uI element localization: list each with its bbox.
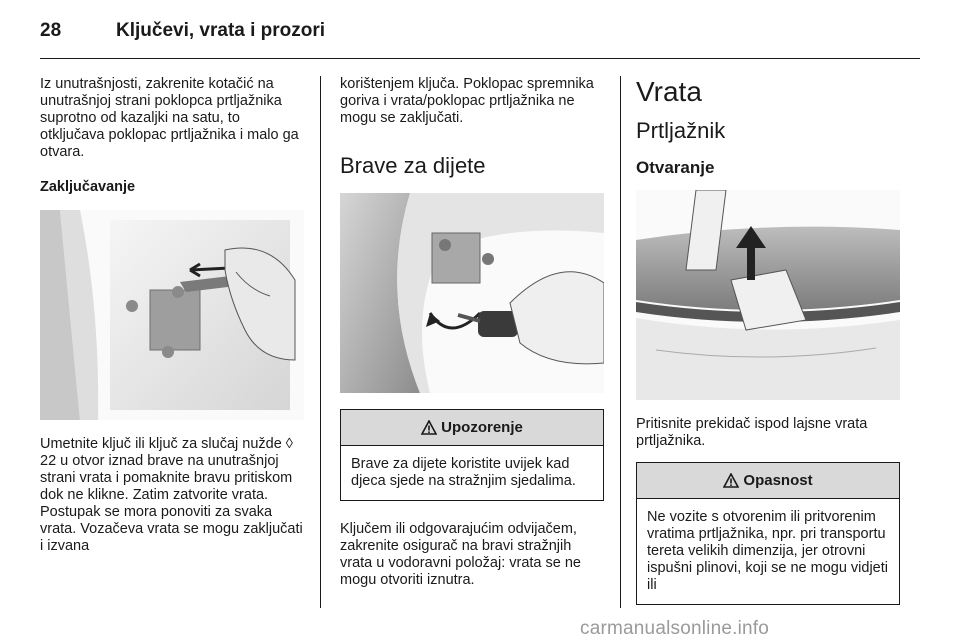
header-divider bbox=[40, 58, 920, 59]
column-2 bbox=[340, 76, 604, 589]
column-3 bbox=[636, 76, 900, 605]
page-title: Ključevi, vrata i prozori bbox=[116, 20, 326, 41]
locking-subheading: Zaključavanje bbox=[40, 179, 136, 195]
warning-icon bbox=[421, 420, 437, 436]
continued-paragraph: korištenjem ključa. Poklopac spremnika goriva i vrata/poklopac prtljažnika ne mogu se zaključati. bbox=[340, 76, 594, 126]
warning-header bbox=[341, 410, 603, 446]
column-divider-1 bbox=[320, 76, 321, 608]
danger-header bbox=[637, 463, 899, 499]
page-number: 28 bbox=[40, 20, 62, 41]
child-lock-illustration bbox=[340, 193, 604, 393]
doors-heading: Vrata bbox=[636, 76, 702, 107]
child-locks-heading: Brave za dijete bbox=[340, 153, 486, 178]
child-lock-paragraph: Ključem ili odgovarajućim odvijačem, zakrenite osigurač na bravi stražnjih vrata u vodoravni položaj: vrata se ne mogu otvoriti iznutra. bbox=[340, 521, 581, 588]
intro-paragraph: Iz unutrašnjosti, zakrenite kotačić na unutrašnjoj strani poklopca prtljažnika suprotno od kazaljki na satu, to otključava poklopac prtljažnika i malo ga otvara. bbox=[40, 76, 299, 160]
danger-box bbox=[636, 462, 900, 605]
column-1 bbox=[40, 76, 304, 555]
warning-title: Upozorenje bbox=[441, 419, 523, 436]
warning-text: Brave za dijete koristite uvijek kad djeca sjede na stražnjim sjedalima. bbox=[351, 456, 576, 489]
warning-icon bbox=[723, 473, 739, 489]
danger-text: Ne vozite s otvorenim ili pritvorenim vratima prtljažnika, npr. pri transportu tereta velikih dimenzija, jer otrovni ispušni plinovi, koji se ne mogu vidjeti ili bbox=[647, 509, 888, 593]
watermark: carmanualsonline.info bbox=[580, 618, 770, 639]
warning-box bbox=[340, 409, 604, 501]
opening-heading: Otvaranje bbox=[636, 158, 715, 177]
lock-key-illustration bbox=[40, 210, 304, 420]
locking-paragraph: Umetnite ključ ili ključ za slučaj nužde ◊ 22 u otvor iznad brave na unutrašnjoj strani vrata i pomaknite bravu pritiskom dok ne klikne. Zatim zatvorite vrata. Postupak se mora ponoviti za svaka vrata. Vozačeva vrata se mogu zaključati i izvana bbox=[40, 436, 303, 554]
page-header bbox=[40, 14, 920, 54]
tailgate-heading: Prtljažnik bbox=[636, 118, 726, 143]
tailgate-illustration bbox=[636, 190, 900, 400]
tailgate-paragraph: Pritisnite prekidač ispod lajsne vrata prtljažnika. bbox=[636, 416, 868, 449]
danger-title: Opasnost bbox=[743, 472, 813, 489]
column-divider-2 bbox=[620, 76, 621, 608]
